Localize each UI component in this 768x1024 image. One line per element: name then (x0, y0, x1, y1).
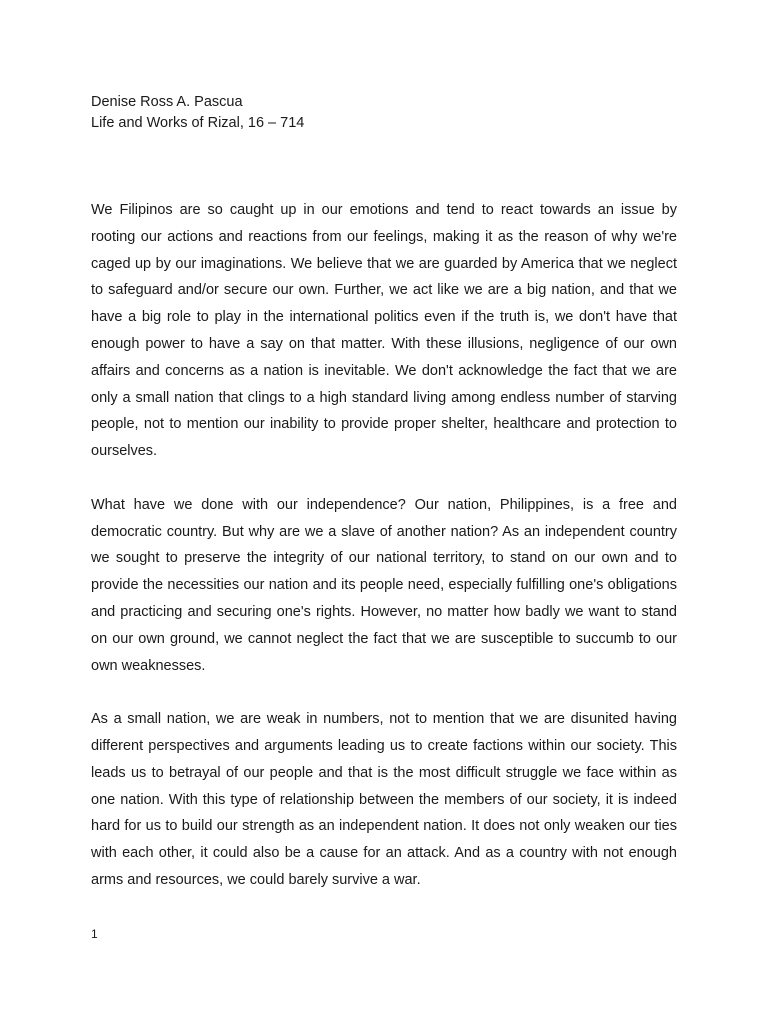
course-title: Life and Works of Rizal, 16 – 714 (91, 115, 305, 131)
paragraph-3: As a small nation, we are weak in numbers, not to mention that we are disunited having different perspectives and arguments leading us to create factions within our society. This leads us to betrayal of our people and that is the most difficult struggle we face within as one nation. With this type of relationship between the members of our society, it is indeed hard for us to build our strength as an independent nation. It does not only weaken our ties with each other, it could also be a cause for an attack. And as a country with not enough arms and resources, we could barely survive a war. (91, 711, 677, 888)
paragraph-1: We Filipinos are so caught up in our emotions and tend to react towards an issue by rooting our actions and reactions from our feelings, making it as the reason of why we're caged up by our imaginations. We believe that we are guarded by America that we neglect to safeguard and/or secure our own. Further, we act like we are a big nation, and that we have a big role to play in the international politics even if the truth is, we don't have that enough power to have a say on that matter. With these illusions, negligence of our own affairs and concerns as a nation is inevitable. We don't acknowledge the fact that we are only a small nation that clings to a high standard living among endless number of starving people, not to mention our inability to provide proper shelter, healthcare and protection to ourselves. (91, 202, 677, 460)
document-header (91, 92, 304, 134)
essay-body (91, 197, 677, 921)
paragraph-2: What have we done with our independence? Our nation, Philippines, is a free and democratic country. But why are we a slave of another nation? As an independent country we sought to preserve the integrity of our national territory, to stand on our own and to provide the necessities our nation and its people need, especially fulfilling one's obligations and practicing and securing one's rights. However, no matter how badly we want to stand on our own ground, we cannot neglect the fact that we are susceptible to succumb to our own weaknesses. (91, 496, 677, 674)
author-name: Denise Ross A. Pascua (91, 94, 243, 110)
page-number: 1 (91, 927, 98, 941)
